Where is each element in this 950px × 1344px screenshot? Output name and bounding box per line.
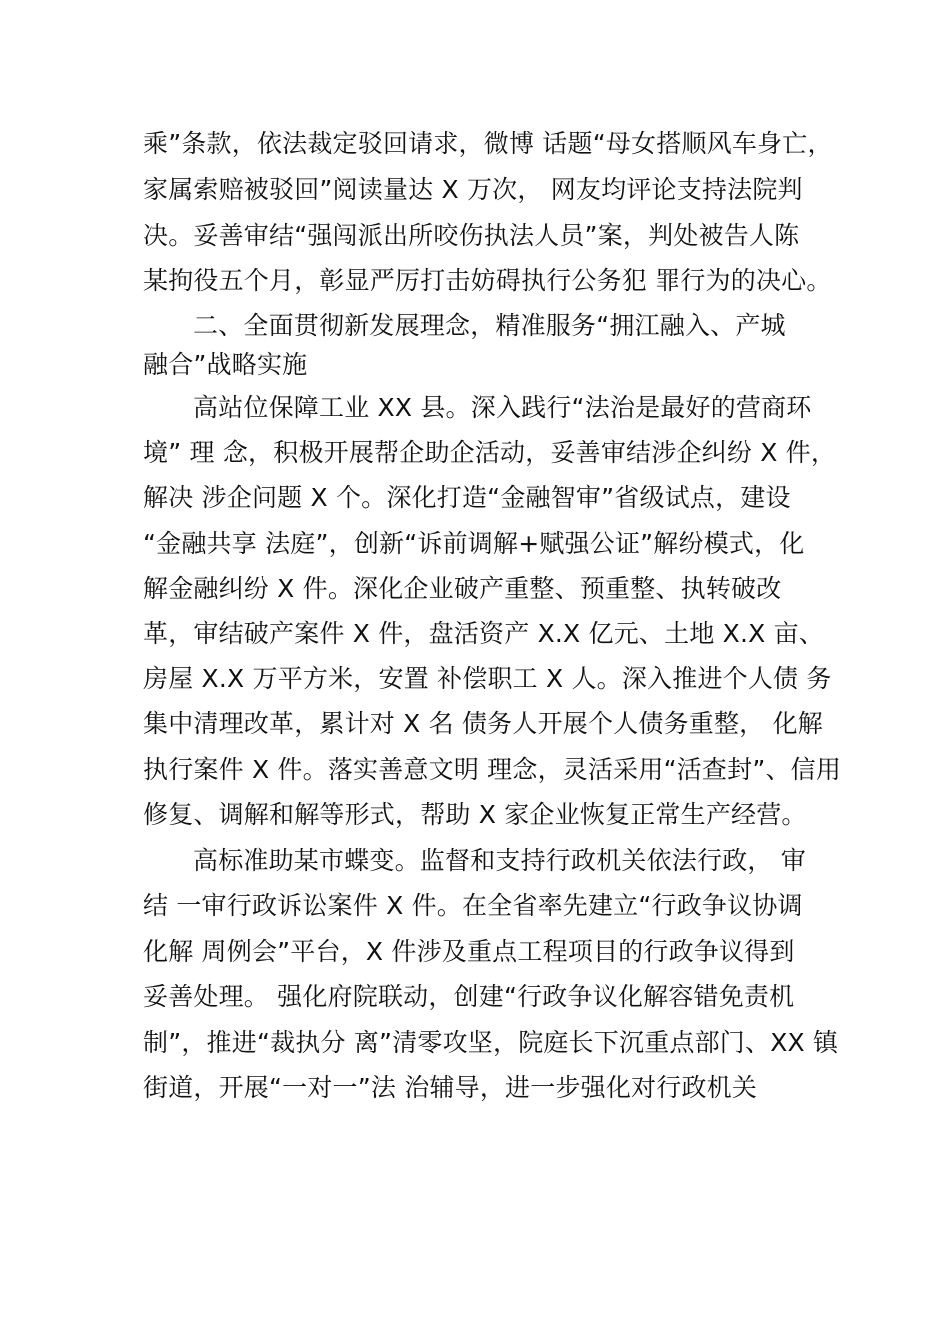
text-line: 解金融纠纷 X 件。深化企业破产重整、预重整、执转破改 xyxy=(143,574,782,603)
text-line: 境” 理 念，积极开展帮企助企活动，妥善审结涉企纠纷 X 件， xyxy=(143,438,837,467)
section-heading: 二、全面贯彻新发展理念，精准服务“拥江融入、产城 xyxy=(193,311,786,340)
text-line: 决。妥善审结“强闯派出所咬伤执法人员”案，判处被告人陈 xyxy=(143,221,800,250)
text-line: 化解 周例会”平台，X 件涉及重点工程项目的行政争议得到 xyxy=(143,937,795,966)
text-line: 乘”条款，依法裁定驳回请求，微博 话题“母女搭顺风车身亡， xyxy=(143,129,833,158)
text-line: 集中清理改革，累计对 X 名 债务人开展个人债务重整， 化解 xyxy=(143,709,823,738)
text-line: 执行案件 X 件。落实善意文明 理念，灵活采用“活查封”、信用 xyxy=(143,755,842,784)
text-line: “金融共享 法庭”，创新“诉前调解+赋强公证”解纷模式，化 xyxy=(143,529,805,558)
section-heading: 融合”战略实施 xyxy=(143,350,308,379)
text-line: 高站位保障工业 XX 县。深入践行“法治是最好的营商环 xyxy=(193,393,812,422)
text-line: 房屋 X.X 万平方米，安置 补偿职工 X 人。深入推进个人债 务 xyxy=(143,664,832,693)
text-line: 结 一审行政诉讼案件 X 件。在全省率先建立“行政争议协调 xyxy=(143,891,803,920)
text-line: 妥善处理。 强化府院联动，创建“行政争议化解容错免责机 xyxy=(143,982,795,1011)
text-line: 街道，开展“一对一”法 治辅导，进一步强化对行政机关 xyxy=(143,1073,758,1102)
text-line: 高标准助某市蝶变。监督和支持行政机关依法行政， 审 xyxy=(193,846,806,875)
text-line: 家属索赔被驳回”阅读量达 X 万次， 网友均评论支持法院判 xyxy=(143,175,803,204)
text-line: 修复、调解和解等形式，帮助 X 家企业恢复正常生产经营。 xyxy=(143,800,807,829)
text-line: 某拘役五个月，彰显严厉打击妨碍执行公务犯 罪行为的决心。 xyxy=(143,266,832,295)
text-line: 解决 涉企问题 X 个。深化打造“金融智审”省级试点，建设 xyxy=(143,483,791,512)
text-line: 制”，推进“裁执分 离”清零攻坚，院庭长下沉重点部门、XX 镇 xyxy=(143,1028,839,1057)
text-line: 革，审结破产案件 X 件，盘活资产 X.X 亿元、土地 X.X 亩、 xyxy=(143,619,825,648)
